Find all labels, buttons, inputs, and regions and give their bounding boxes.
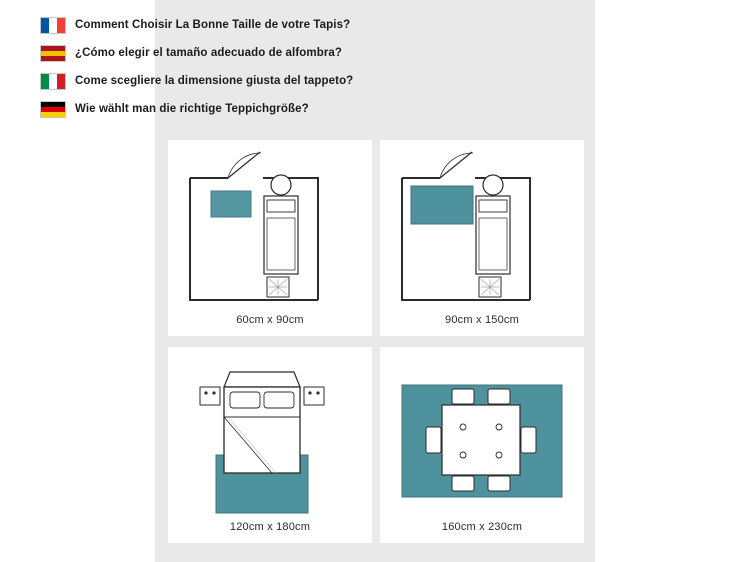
- card-bed-foot[interactable]: [168, 347, 372, 543]
- diagram-bedside-large: [380, 140, 584, 336]
- headline-row-french: [40, 12, 410, 38]
- germany-flag-icon: [40, 101, 66, 118]
- headline-text-german: Wie wählt man die richtige Teppichgröße?: [75, 103, 309, 115]
- italy-flag-icon: [40, 73, 66, 90]
- card-caption: 90cm x 150cm: [445, 314, 519, 326]
- headline-row-spanish: [40, 40, 410, 66]
- headline-text-spanish: ¿Cómo elegir el tamaño adecuado de alfombra?: [75, 47, 343, 59]
- headline-row-german: [40, 96, 410, 122]
- card-bedside-small[interactable]: [168, 140, 372, 336]
- headline-text-italian: Come scegliere la dimensione giusta del tappeto?: [75, 75, 354, 87]
- card-caption: 60cm x 90cm: [236, 314, 304, 326]
- headline-text-french: Comment Choisir La Bonne Taille de votre Tapis?: [75, 19, 351, 31]
- card-bedside-large[interactable]: [380, 140, 584, 336]
- france-flag-icon: [40, 17, 66, 34]
- spain-flag-icon: [40, 45, 66, 62]
- card-dining[interactable]: [380, 347, 584, 543]
- diagram-dining: [380, 347, 584, 543]
- diagram-bedside-small: [168, 140, 372, 336]
- diagram-bed-foot: [168, 347, 372, 543]
- card-caption: 160cm x 230cm: [441, 521, 523, 533]
- headline-row-italian: [40, 68, 410, 94]
- card-caption: 120cm x 180cm: [229, 521, 311, 533]
- headline-list: [40, 12, 410, 124]
